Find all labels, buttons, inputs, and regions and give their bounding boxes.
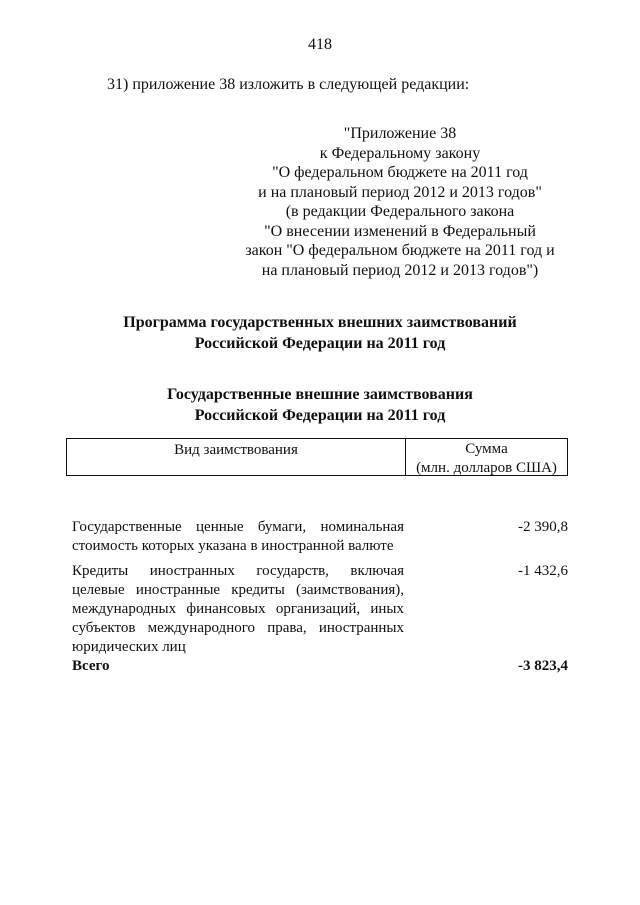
appendix-line: закон "О федеральном бюджете на 2011 год и <box>245 242 555 259</box>
intro-text: 31) приложение 38 изложить в следующей редакции: <box>107 76 470 93</box>
total-label: Всего <box>72 658 110 674</box>
section-title <box>0 384 640 426</box>
program-title <box>0 312 640 354</box>
appendix-line: "О федеральном бюджете на 2011 год <box>272 164 528 181</box>
row-description-line: целевые иностранные кредиты (заимствования), <box>72 582 404 598</box>
appendix-line: "Приложение 38 <box>343 125 457 142</box>
appendix-line: к Федеральному закону <box>319 144 481 162</box>
row-description <box>72 562 404 657</box>
program-title-line: Программа государственных внешних заимствований <box>123 314 517 331</box>
section-title-line: Государственные внешние заимствования <box>167 386 473 403</box>
row-description-line: субъектов международного права, иностранных <box>72 620 404 636</box>
row-value: -2 390,8 <box>518 519 568 535</box>
table-header <box>66 438 568 476</box>
column-header-sum-line: (млн. долларов США) <box>416 460 557 476</box>
section-title-line: Российской Федерации на 2011 год <box>194 407 446 424</box>
row-description-line: Государственные ценные бумаги, номинальная <box>72 519 404 535</box>
table-row <box>72 562 568 657</box>
column-header-sum-line: Сумма <box>465 441 508 457</box>
row-description-line: международных финансовых организаций, иных <box>72 601 404 617</box>
program-title-line: Российской Федерации на 2011 год <box>194 335 446 352</box>
appendix-line: "О внесении изменений в Федеральный <box>264 222 536 240</box>
appendix-reference <box>230 124 570 280</box>
column-header-sum <box>406 439 567 475</box>
row-value: -1 432,6 <box>518 563 568 579</box>
column-header-type: Вид заимствования <box>67 439 406 475</box>
total-value: -3 823,4 <box>518 658 568 674</box>
appendix-line: (в редакции Федерального закона <box>285 203 515 220</box>
total-row <box>72 657 568 676</box>
appendix-line: на плановый период 2012 и 2013 годов") <box>261 261 539 279</box>
row-description <box>72 518 404 556</box>
page-number: 418 <box>308 36 332 53</box>
row-description-line: Кредиты иностранных государств, включая <box>72 563 404 579</box>
row-description-line: юридических лиц <box>72 639 186 655</box>
row-description-line: стоимость которых указана в иностранной валюте <box>72 538 394 554</box>
table-row <box>72 518 568 556</box>
appendix-line: и на плановый период 2012 и 2013 годов" <box>258 183 542 201</box>
